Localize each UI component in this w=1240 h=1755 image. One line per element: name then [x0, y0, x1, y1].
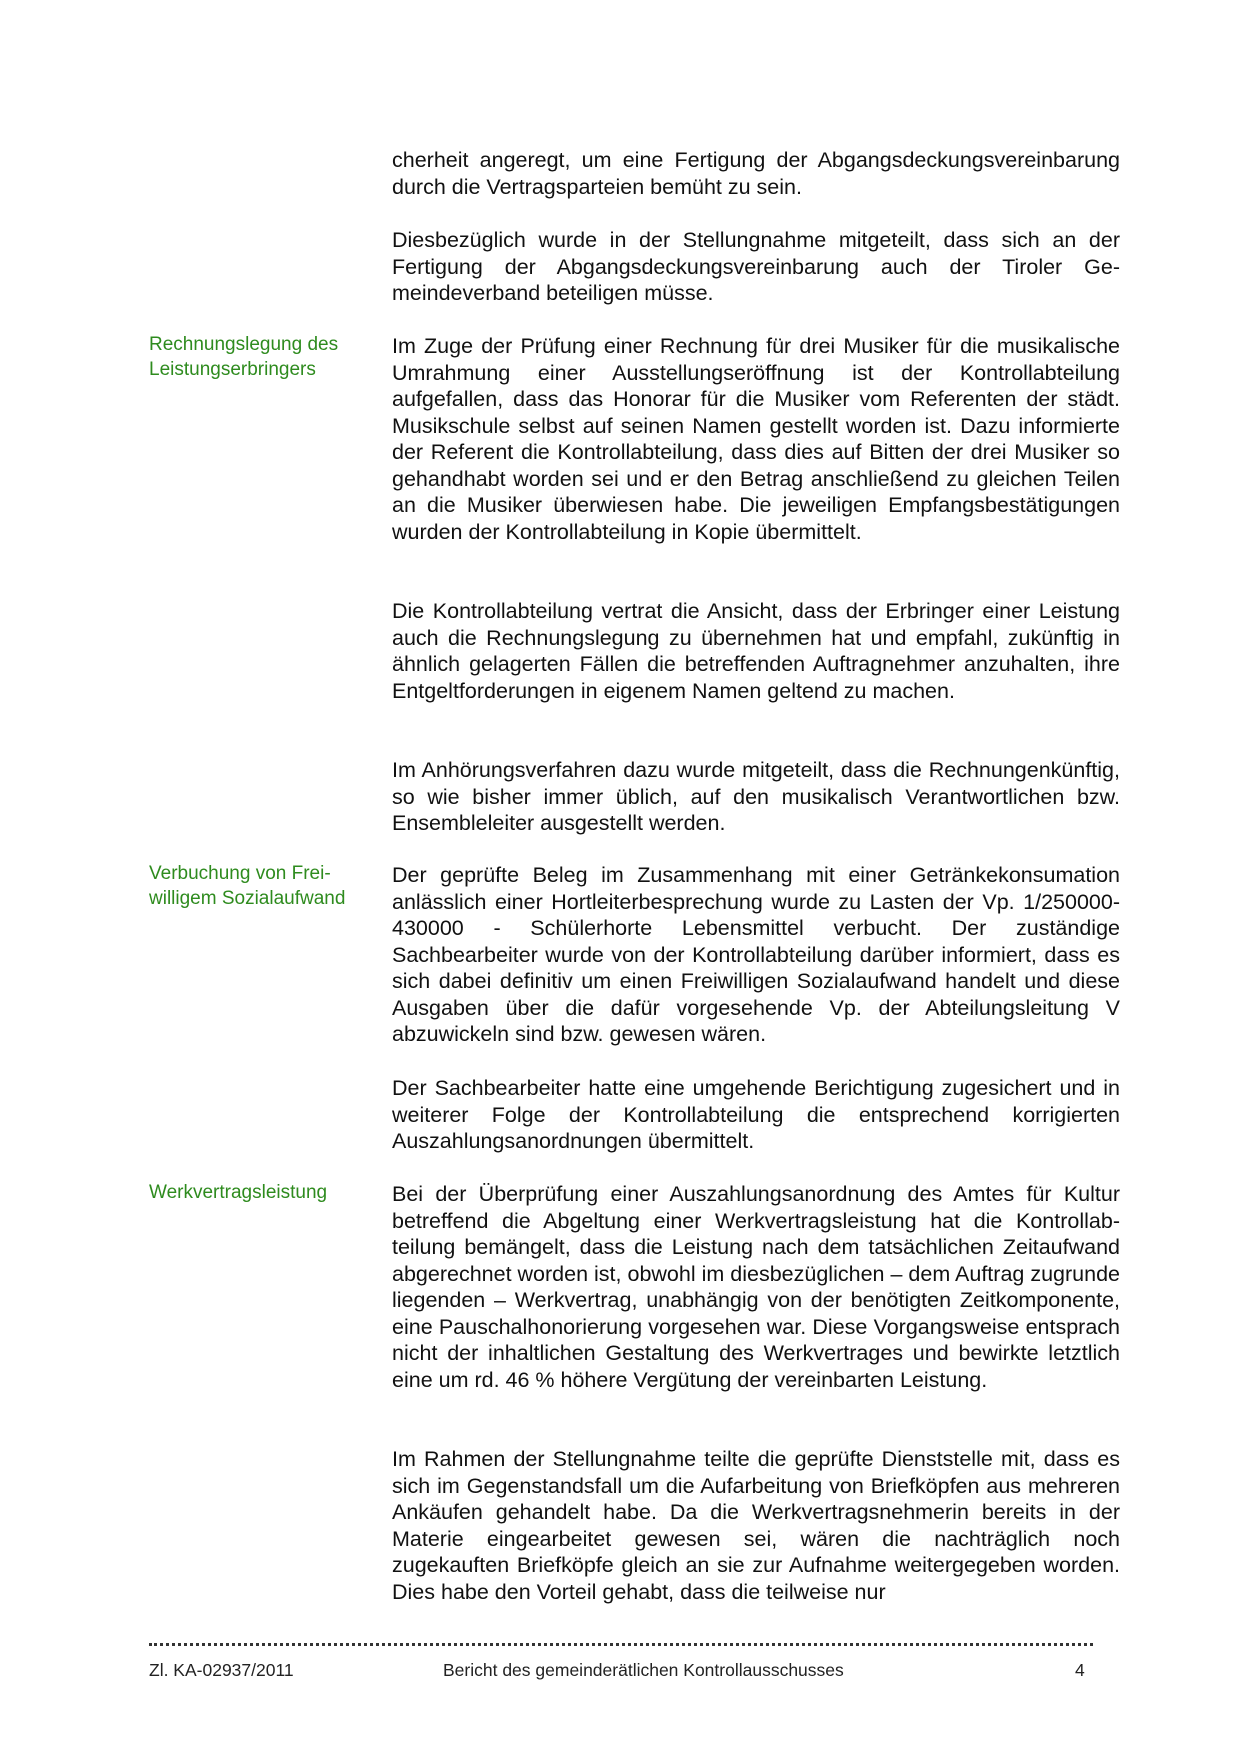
- paragraph: Bei der Überprüfung einer Auszahlungsanordnung des Amtes für Kultur betreffend die Abgeltung einer Werkvertragsleistung hat die Kontrollabteilung bemängelt, dass die Leistung nach dem tatsächlichen Zeitaufwand abgerechnet worden ist, obwohl im diesbezüglichen – dem Auftrag zugrunde liegenden – Werkvertrag, unabhängig von der benötigten Zeitkomponente, eine Pauschalhonorierung vorgesehen war. Diese Vorgangsweise entsprach nicht der inhaltlichen Gestaltung des Werkvertrages und bewirkte letztlich eine um rd. 46 % höhere Vergütung der vereinbarten Leistung.: [392, 1182, 1120, 1392]
- footer-title: Bericht des gemeinderätlichen Kontrollausschusses: [443, 1660, 844, 1680]
- paragraph: cherheit angeregt, um eine Fertigung der Abgangsdeckungsvereinbarung durch die Vertragsparteien bemüht zu sein.: [392, 148, 1120, 199]
- paragraph: Im Zuge der Prüfung einer Rechnung für drei Musiker für die musikalische Umrahmung einer Ausstellungseröffnung ist der Kontrollabteilung aufgefallen, dass das Honorar für die Musiker vom Referenten der städt. Musikschule selbst auf seinen Namen gestellt worden ist. Dazu informierte der Referent die Kontrollabteilung, dass dies auf Bitten der drei Musiker so gehandhabt worden sei und er den Betrag anschließend zu gleichen Teilen an die Musiker überwiesen habe. Die jeweiligen Empfangsbestätigungen wurden der Kontrollabteilung in Kopie übermittelt.: [392, 334, 1120, 544]
- paragraph: Die Kontrollabteilung vertrat die Ansicht, dass der Erbringer einer Leistung auch die Rechnungslegung zu übernehmen hat und empfahl, zukünftig in ähnlich gelagerten Fällen die betreffenden Auftragnehmer anzuhalten, ihre Entgeltforderungen in eigenem Namen geltend zu machen.: [392, 599, 1120, 703]
- page-number: 4: [1075, 1660, 1085, 1680]
- paragraph: Der Sachbearbeiter hatte eine umgehende Berichtigung zugesichert und in weiterer Folge der Kontrollabteilung die entsprechend korrigierten Auszahlungsanordnungen übermittelt.: [392, 1076, 1120, 1153]
- footer-divider: [149, 1643, 1093, 1646]
- margin-note-werkvertrag: [149, 1181, 379, 1206]
- margin-note-line: Werkvertragsleistung: [149, 1182, 328, 1203]
- margin-note-line: Leistungserbringers: [149, 358, 316, 380]
- margin-note-verbuchung: [149, 862, 379, 911]
- footer-reference: Zl. KA-02937/2011: [149, 1660, 294, 1680]
- paragraph: Der geprüfte Beleg im Zusammenhang mit einer Getränkekonsumation anlässlich einer Hortleiterbesprechung wurde zu Lasten der Vp. 1/250000-430000 - Schülerhorte Lebensmittel verbucht. Der zuständige Sachbearbeiter wurde von der Kontrollabteilung darüber informiert, dass es sich dabei definitiv um einen Freiwilligen Sozialaufwand handelt und diese Ausgaben über die dafür vorgesehende Vp. der Abteilungsleitung V abzuwickeln sind bzw. gewesen wären.: [392, 863, 1120, 1046]
- margin-note-rechnungslegung: [149, 333, 379, 382]
- margin-note-line: Verbuchung von Frei-: [149, 863, 331, 884]
- paragraph: Diesbezüglich wurde in der Stellungnahme mitgeteilt, dass sich an der Fertigung der Abgangsdeckungsvereinbarung auch der Tiroler Gemeindeverband beteiligen müsse.: [392, 228, 1120, 305]
- margin-note-line: Rechnungslegung des: [149, 334, 339, 355]
- margin-note-line: willigem Sozialaufwand: [149, 887, 346, 909]
- paragraph: Im Anhörungsverfahren dazu wurde mitgeteilt, dass die Rechnungenkünftig, so wie bisher immer üblich, auf den musikalisch Verantwortlichen bzw. Ensembleleiter ausgestellt werden.: [392, 758, 1120, 835]
- paragraph: Im Rahmen der Stellungnahme teilte die geprüfte Dienststelle mit, dass es sich im Gegenstandsfall um die Aufarbeitung von Briefköpfen aus mehreren Ankäufen gehandelt habe. Da die Werkvertragsnehmerin bereits in der Materie eingearbeitet gewesen sei, wären die nachträglich noch zugekauften Briefköpfe gleich an sie zur Aufnahme weitergegeben worden. Dies habe den Vorteil gehabt, dass die teilweise nur: [392, 1447, 1120, 1604]
